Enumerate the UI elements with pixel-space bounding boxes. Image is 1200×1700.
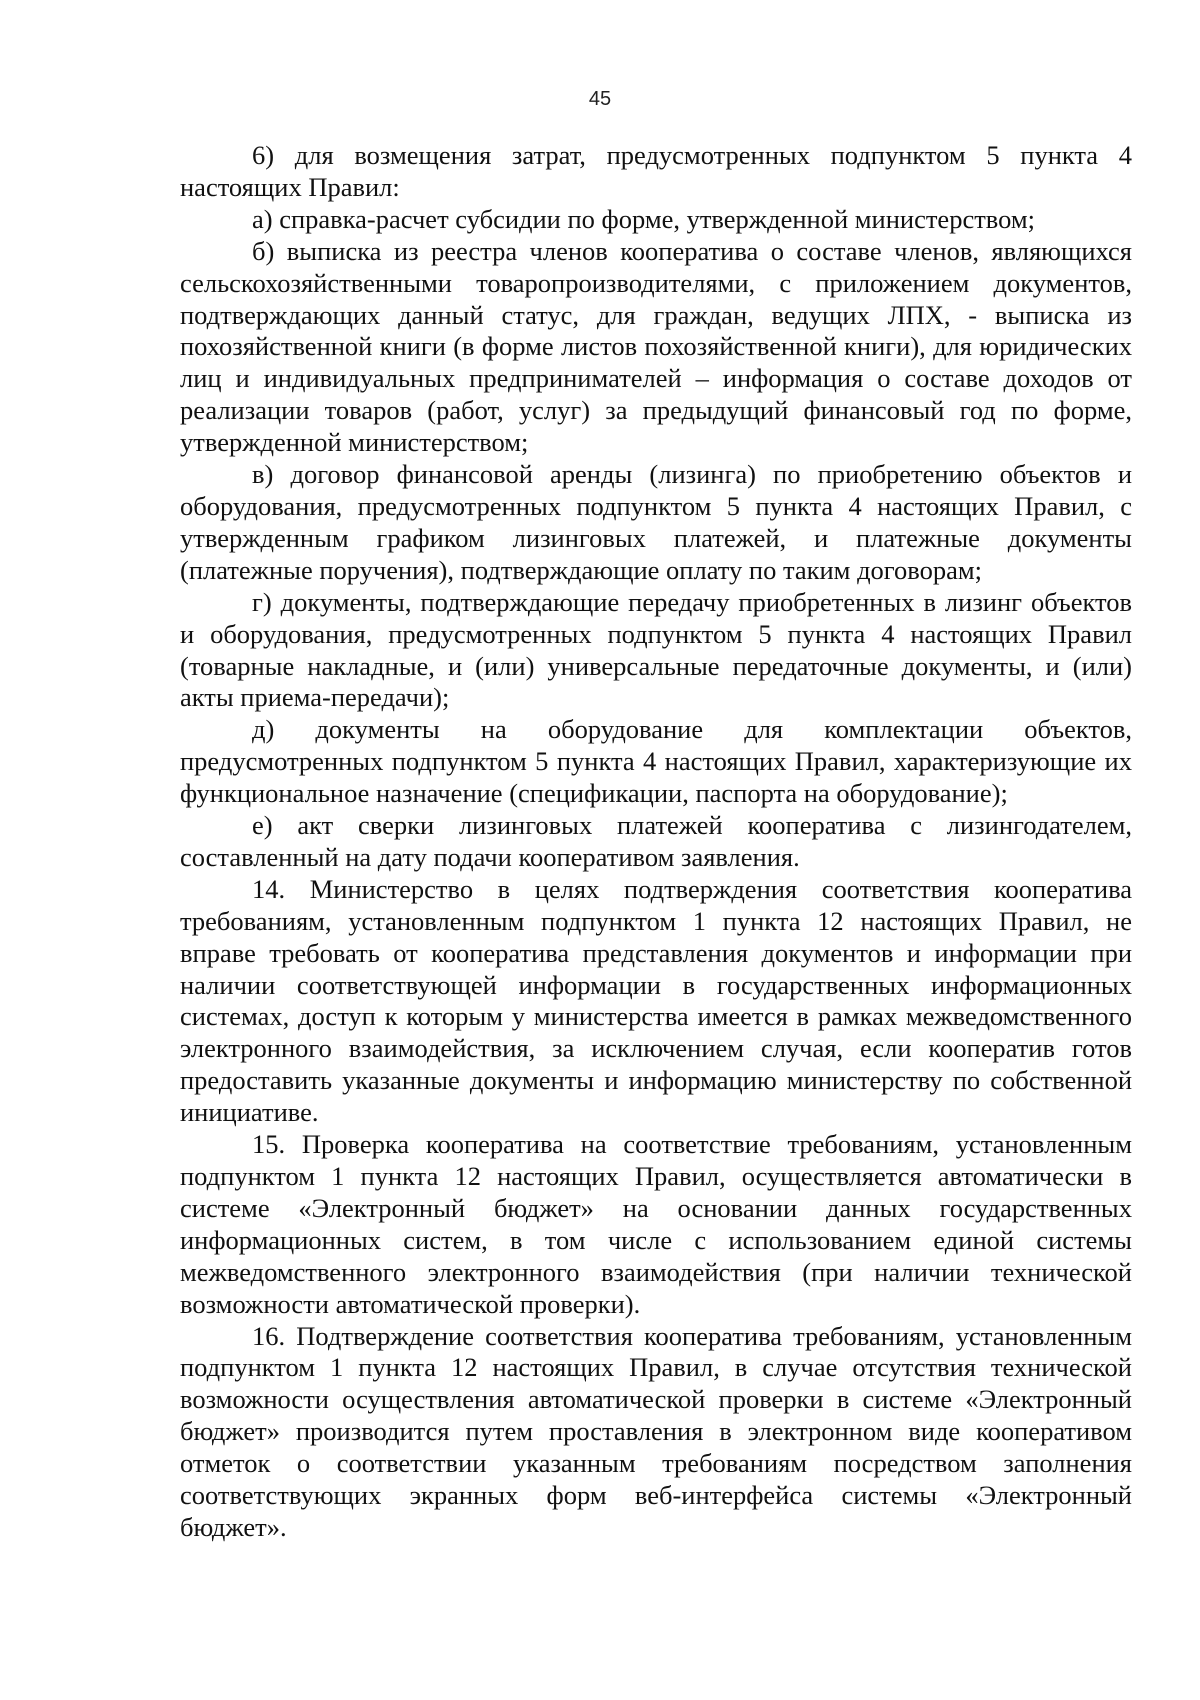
subitem-g: г) документы, подтверждающие передачу приобретенных в лизинг объектов и оборудования, предусмотренных подпунктом 5 пункта 4 настоящих Правил (товарные накладные, и (или) универсальные передаточные документы, и (или) акты приема-передачи);	[180, 586, 1132, 713]
page-number: 45	[588, 88, 612, 110]
document-body	[180, 140, 1132, 1544]
clause-14: 14. Министерство в целях подтверждения соответствия кооператива требованиям, установленным подпунктом 1 пункта 12 настоящих Правил, не вправе требовать от кооператива представления документов и информации при наличии соответствующей информации в государственных информационных системах, доступ к которым у министерства имеется в рамках межведомственного электронного взаимодействия, за исключением случая, если кооператив готов предоставить указанные документы и информацию министерству по собственной инициативе.	[180, 873, 1132, 1128]
clause-15: 15. Проверка кооператива на соответствие требованиям, установленным подпунктом 1 пункта 12 настоящих Правил, осуществляется автоматически в системе «Электронный бюджет» на основании данных государственных информационных систем, в том числе с использованием единой системы межведомственного электронного взаимодействия (при наличии технической возможности автоматической проверки).	[180, 1129, 1132, 1319]
subitem-d: д) документы на оборудование для комплектации объектов, предусмотренных подпунктом 5 пункта 4 настоящих Правил, характеризующие их функциональное назначение (спецификации, паспорта на оборудование);	[180, 714, 1132, 809]
subitem-b: б) выписка из реестра членов кооператива о составе членов, являющихся сельскохозяйственными товаропроизводителями, с приложением документов, подтверждающих данный статус, для граждан, ведущих ЛПХ, - выписка из похозяйственной книги (в форме листов похозяйственной книги), для юридических лиц и индивидуальных предпринимателей – информация о составе доходов от реализации товаров (работ, услуг) за предыдущий финансовый год по форме, утвержденной министерством;	[180, 235, 1132, 458]
clause-16: 16. Подтверждение соответствия кооператива требованиям, установленным подпунктом 1 пункта 12 настоящих Правил, в случае отсутствия технической возможности осуществления автоматической проверки в системе «Электронный бюджет» производится путем проставления в электронном виде кооперативом отметок о соответствии указанным требованиям посредством заполнения соответствующих экранных форм веб-интерфейса системы «Электронный бюджет».	[180, 1320, 1132, 1542]
paragraph-item-6: 6) для возмещения затрат, предусмотренных подпунктом 5 пункта 4 настоящих Правил:	[180, 140, 1132, 202]
subitem-e: е) акт сверки лизинговых платежей кооператива с лизингодателем, составленный на дату подачи кооперативом заявления.	[180, 810, 1132, 872]
subitem-a: а) справка-расчет субсидии по форме, утвержденной министерством;	[252, 203, 1035, 234]
subitem-v: в) договор финансовой аренды (лизинга) по приобретению объектов и оборудования, предусмотренных подпунктом 5 пункта 4 настоящих Правил, с утвержденным графиком лизинговых платежей, и платежные документы (платежные поручения), подтверждающие оплату по таким договорам;	[180, 459, 1132, 585]
